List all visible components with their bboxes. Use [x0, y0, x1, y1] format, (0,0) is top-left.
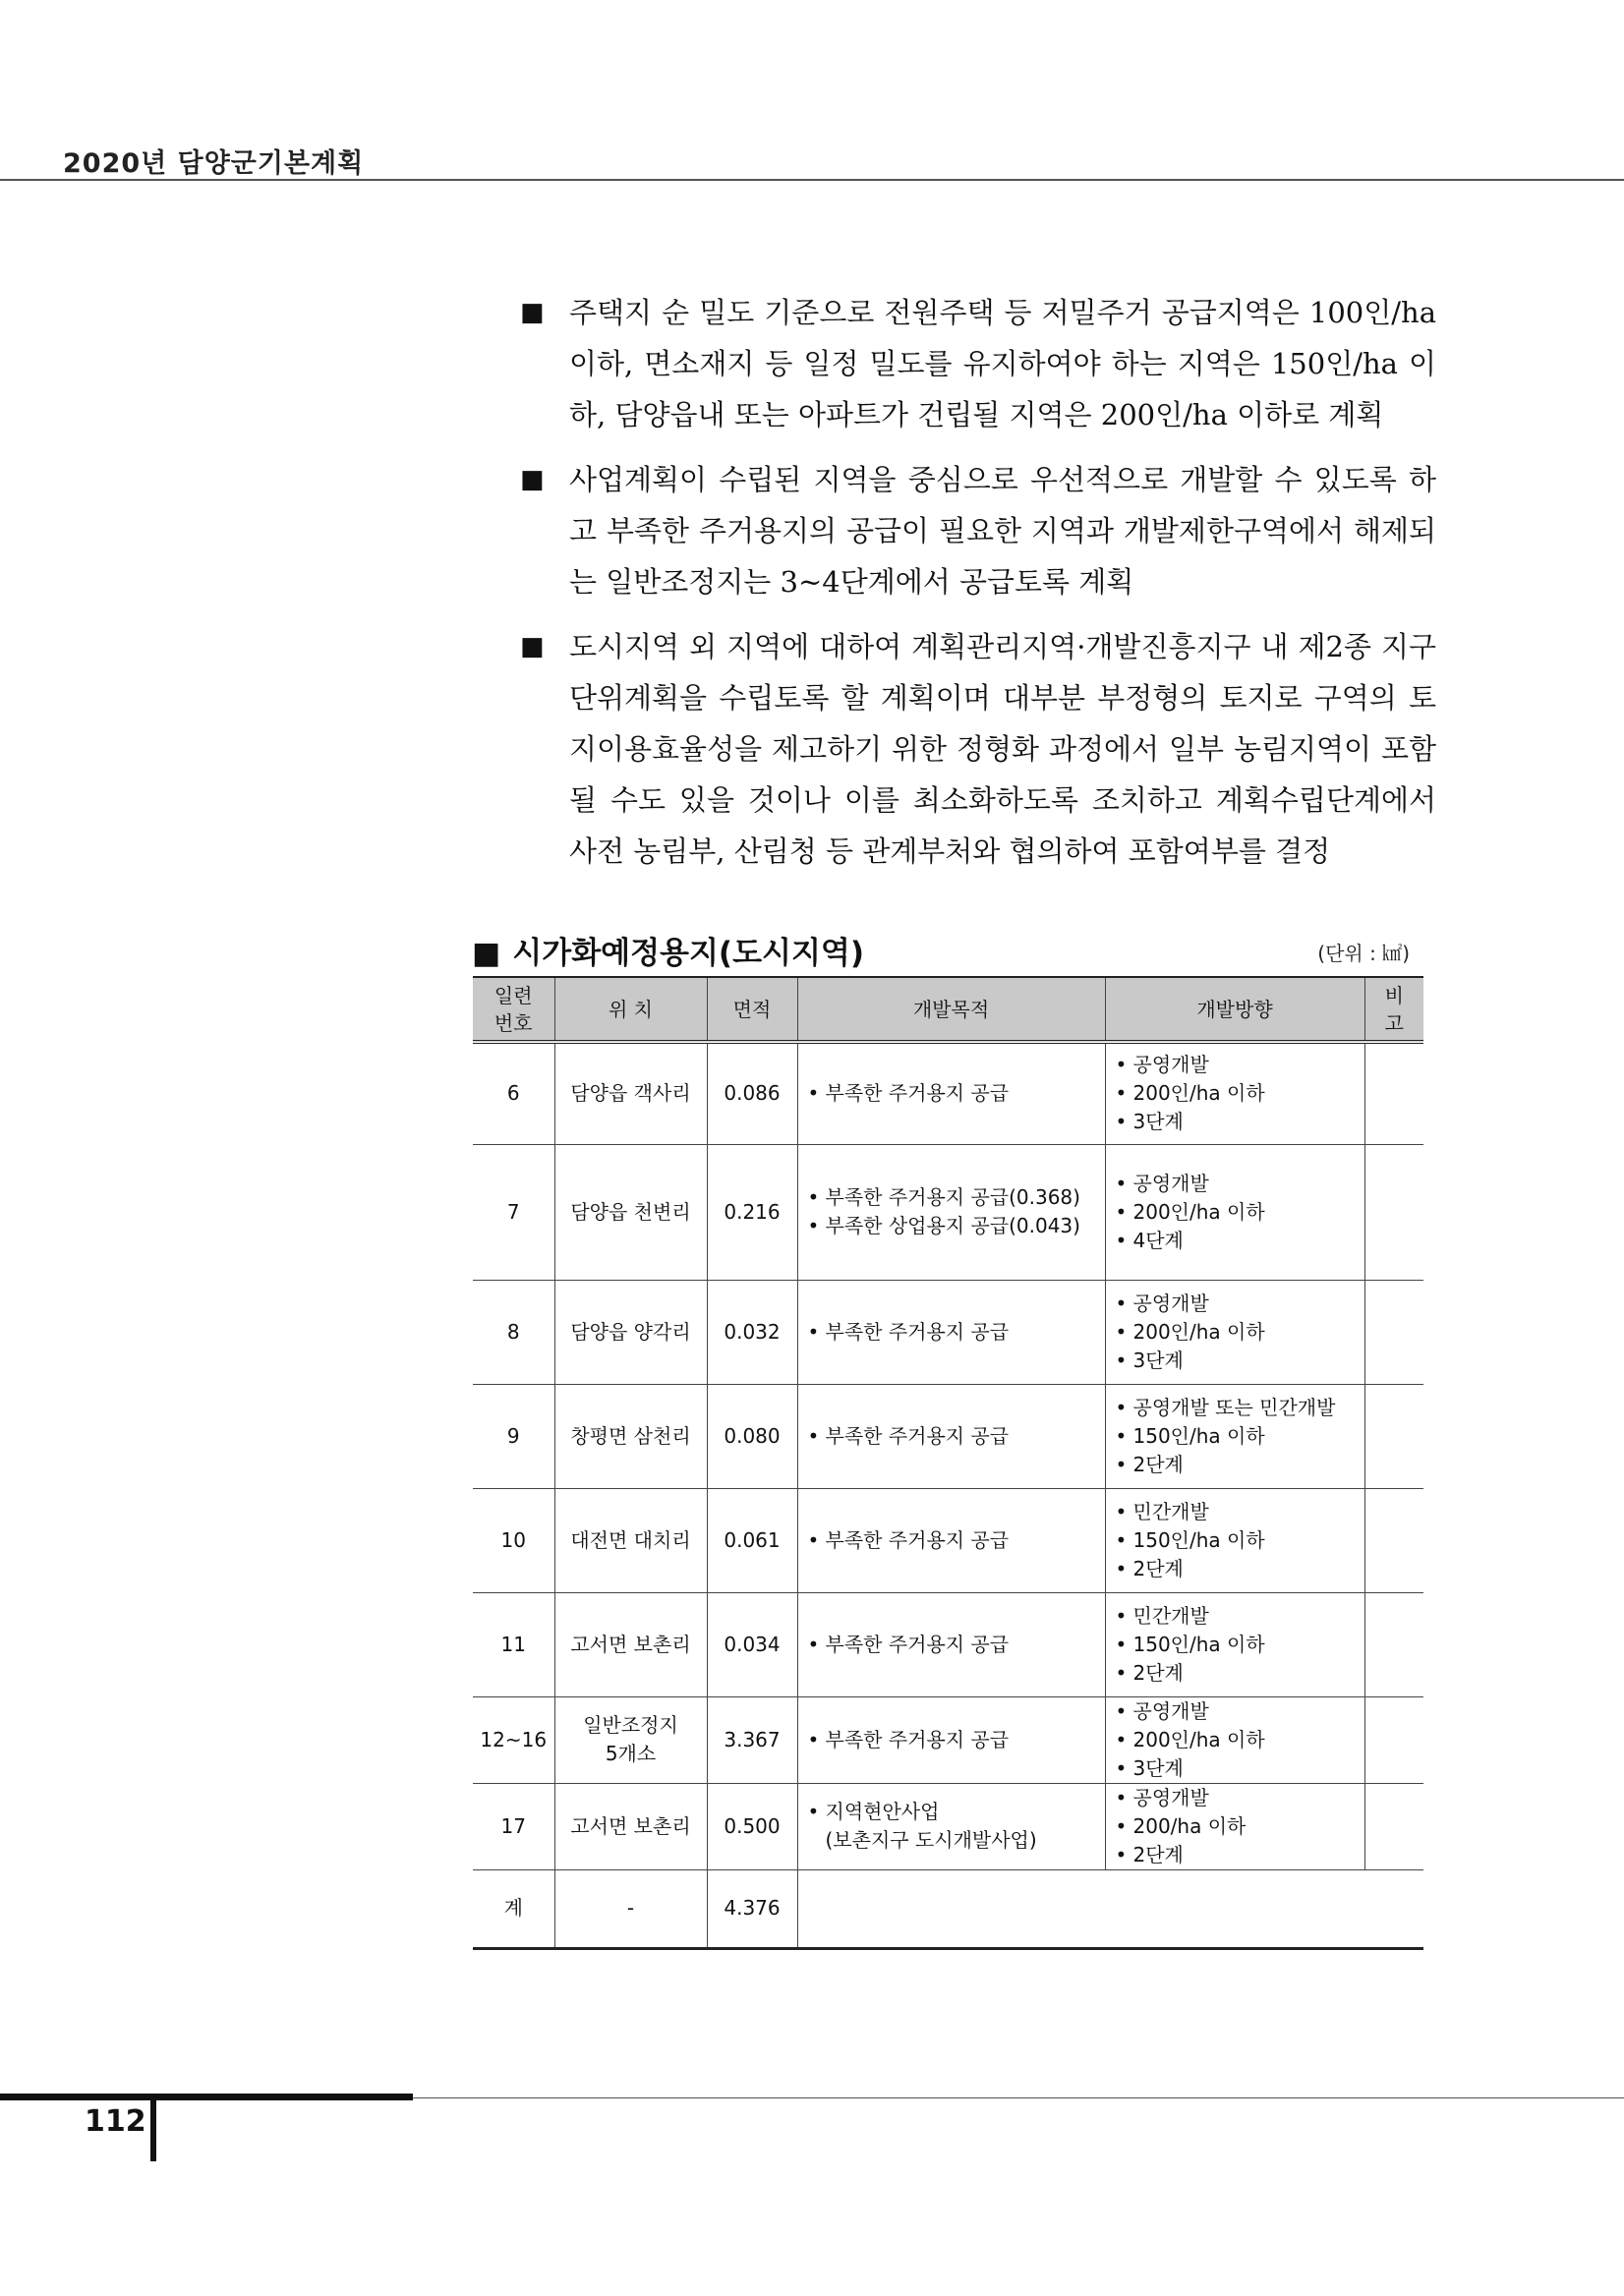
- cell-area: 3.367: [707, 1696, 797, 1783]
- square-bullet-icon: ■: [520, 298, 545, 327]
- table-section-header: [472, 928, 1423, 971]
- cell-purpose: • 부족한 주거용지 공급: [797, 1280, 1105, 1384]
- cell-note: [1364, 1384, 1423, 1488]
- planned-urbanization-table: [473, 976, 1423, 1950]
- header-rule: [0, 179, 1624, 181]
- cell-note: [1364, 1488, 1423, 1592]
- footer-thick-rule: [0, 2094, 413, 2100]
- cell-location: 담양읍 천변리: [554, 1144, 707, 1280]
- cell-serial-number: 11: [473, 1592, 554, 1696]
- bullet-item: [516, 621, 1436, 877]
- cell-purpose: • 부족한 주거용지 공급(0.368) • 부족한 상업용지 공급(0.043): [797, 1144, 1105, 1280]
- cell-area: 0.500: [707, 1783, 797, 1869]
- table-header-row: [473, 977, 1423, 1042]
- cell-purpose: • 부족한 주거용지 공급: [797, 1384, 1105, 1488]
- cell-location: 일반조정지 5개소: [554, 1696, 707, 1783]
- cell-note: [1364, 1696, 1423, 1783]
- total-label: 계: [473, 1869, 554, 1948]
- table-row: [473, 1592, 1423, 1696]
- header-location: 위 치: [554, 977, 707, 1042]
- section-title-text: 시가화예정용지(도시지역): [512, 936, 865, 971]
- cell-location: 담양읍 양각리: [554, 1280, 707, 1384]
- cell-serial-number: 12~16: [473, 1696, 554, 1783]
- page-number-bar: [150, 2100, 156, 2161]
- cell-direction: • 공영개발 • 200인/ha 이하 • 3단계: [1105, 1042, 1364, 1144]
- table-row: [473, 1144, 1423, 1280]
- table-total-row: [473, 1869, 1423, 1948]
- section-title: [472, 928, 864, 972]
- cell-note: [1364, 1280, 1423, 1384]
- header-note: 비 고: [1364, 977, 1423, 1042]
- total-empty-cell: [797, 1869, 1423, 1948]
- square-bullet-icon: ■: [472, 936, 501, 971]
- page-number: 112: [85, 2104, 146, 2139]
- table-row: [473, 1696, 1423, 1783]
- header-area: 면적: [707, 977, 797, 1042]
- bullet-item: [516, 454, 1436, 607]
- cell-direction: • 공영개발 • 200/ha 이하 • 2단계: [1105, 1783, 1364, 1869]
- bullet-item: [516, 287, 1436, 440]
- cell-area: 0.061: [707, 1488, 797, 1592]
- header-serial-number: 일련 번호: [473, 977, 554, 1042]
- cell-serial-number: 6: [473, 1042, 554, 1144]
- cell-location: 고서면 보촌리: [554, 1783, 707, 1869]
- square-bullet-icon: ■: [520, 632, 545, 661]
- bullet-text: 주택지 순 밀도 기준으로 전원주택 등 저밀주거 공급지역은 100인/ha 이하, 면소재지 등 일정 밀도를 유지하여야 하는 지역은 150인/ha 이하, 담양읍내 또는 아파트가 건립될 지역은 200인/ha 이하로 계획: [569, 296, 1436, 431]
- purpose-continuation: (보촌지구 도시개발사업): [825, 1828, 1037, 1852]
- cell-note: [1364, 1144, 1423, 1280]
- footer-rule: [413, 2097, 1624, 2098]
- cell-serial-number: 7: [473, 1144, 554, 1280]
- cell-serial-number: 8: [473, 1280, 554, 1384]
- table-row: [473, 1488, 1423, 1592]
- bullet-text: 사업계획이 수립된 지역을 중심으로 우선적으로 개발할 수 있도록 하고 부족한 주거용지의 공급이 필요한 지역과 개발제한구역에서 해제되는 일반조정지는 3~4단계에서 공급토록 계획: [569, 463, 1436, 599]
- cell-purpose: • 부족한 주거용지 공급: [797, 1488, 1105, 1592]
- unit-label: (단위 : ㎢): [1317, 942, 1410, 965]
- square-bullet-icon: ■: [520, 465, 545, 494]
- cell-serial-number: 10: [473, 1488, 554, 1592]
- total-location: -: [554, 1869, 707, 1948]
- cell-location: 창평면 삼천리: [554, 1384, 707, 1488]
- cell-location: 고서면 보촌리: [554, 1592, 707, 1696]
- cell-area: 0.216: [707, 1144, 797, 1280]
- cell-direction: • 공영개발 • 200인/ha 이하 • 3단계: [1105, 1280, 1364, 1384]
- cell-note: [1364, 1592, 1423, 1696]
- cell-direction: • 공영개발 • 200인/ha 이하 • 3단계: [1105, 1696, 1364, 1783]
- cell-area: 0.032: [707, 1280, 797, 1384]
- cell-purpose: • 지역현안사업 (보촌지구 도시개발사업): [797, 1783, 1105, 1869]
- cell-purpose: • 부족한 주거용지 공급: [797, 1696, 1105, 1783]
- cell-serial-number: 9: [473, 1384, 554, 1488]
- total-area: 4.376: [707, 1869, 797, 1948]
- cell-direction: • 공영개발 • 200인/ha 이하 • 4단계: [1105, 1144, 1364, 1280]
- bullet-list: [516, 287, 1436, 890]
- cell-location: 대전면 대치리: [554, 1488, 707, 1592]
- cell-area: 0.034: [707, 1592, 797, 1696]
- document-header-title: 2020년 담양군기본계획: [63, 148, 365, 179]
- cell-direction: • 민간개발 • 150인/ha 이하 • 2단계: [1105, 1592, 1364, 1696]
- cell-purpose: • 부족한 주거용지 공급: [797, 1042, 1105, 1144]
- cell-note: [1364, 1042, 1423, 1144]
- cell-purpose: • 부족한 주거용지 공급: [797, 1592, 1105, 1696]
- cell-serial-number: 17: [473, 1783, 554, 1869]
- cell-area: 0.080: [707, 1384, 797, 1488]
- cell-direction: • 공영개발 또는 민간개발 • 150인/ha 이하 • 2단계: [1105, 1384, 1364, 1488]
- cell-location: 담양읍 객사리: [554, 1042, 707, 1144]
- table-row: [473, 1280, 1423, 1384]
- header-purpose: 개발목적: [797, 977, 1105, 1042]
- table-row: [473, 1384, 1423, 1488]
- header-direction: 개발방향: [1105, 977, 1364, 1042]
- table-row: [473, 1042, 1423, 1144]
- cell-direction: • 민간개발 • 150인/ha 이하 • 2단계: [1105, 1488, 1364, 1592]
- bullet-text: 도시지역 외 지역에 대하여 계획관리지역·개발진흥지구 내 제2종 지구단위계획을 수립토록 할 계획이며 대부분 부정형의 토지로 구역의 토지이용효율성을 제고하기 위한 정형화 과정에서 일부 농림지역이 포함될 수도 있을 것이나 이를 최소화하도록 조치하고 계획수립단계에서 사전 농림부, 산림청 등 관계부처와 협의하여 포함여부를 결정: [569, 630, 1436, 868]
- cell-note: [1364, 1783, 1423, 1869]
- cell-area: 0.086: [707, 1042, 797, 1144]
- table-row: [473, 1783, 1423, 1869]
